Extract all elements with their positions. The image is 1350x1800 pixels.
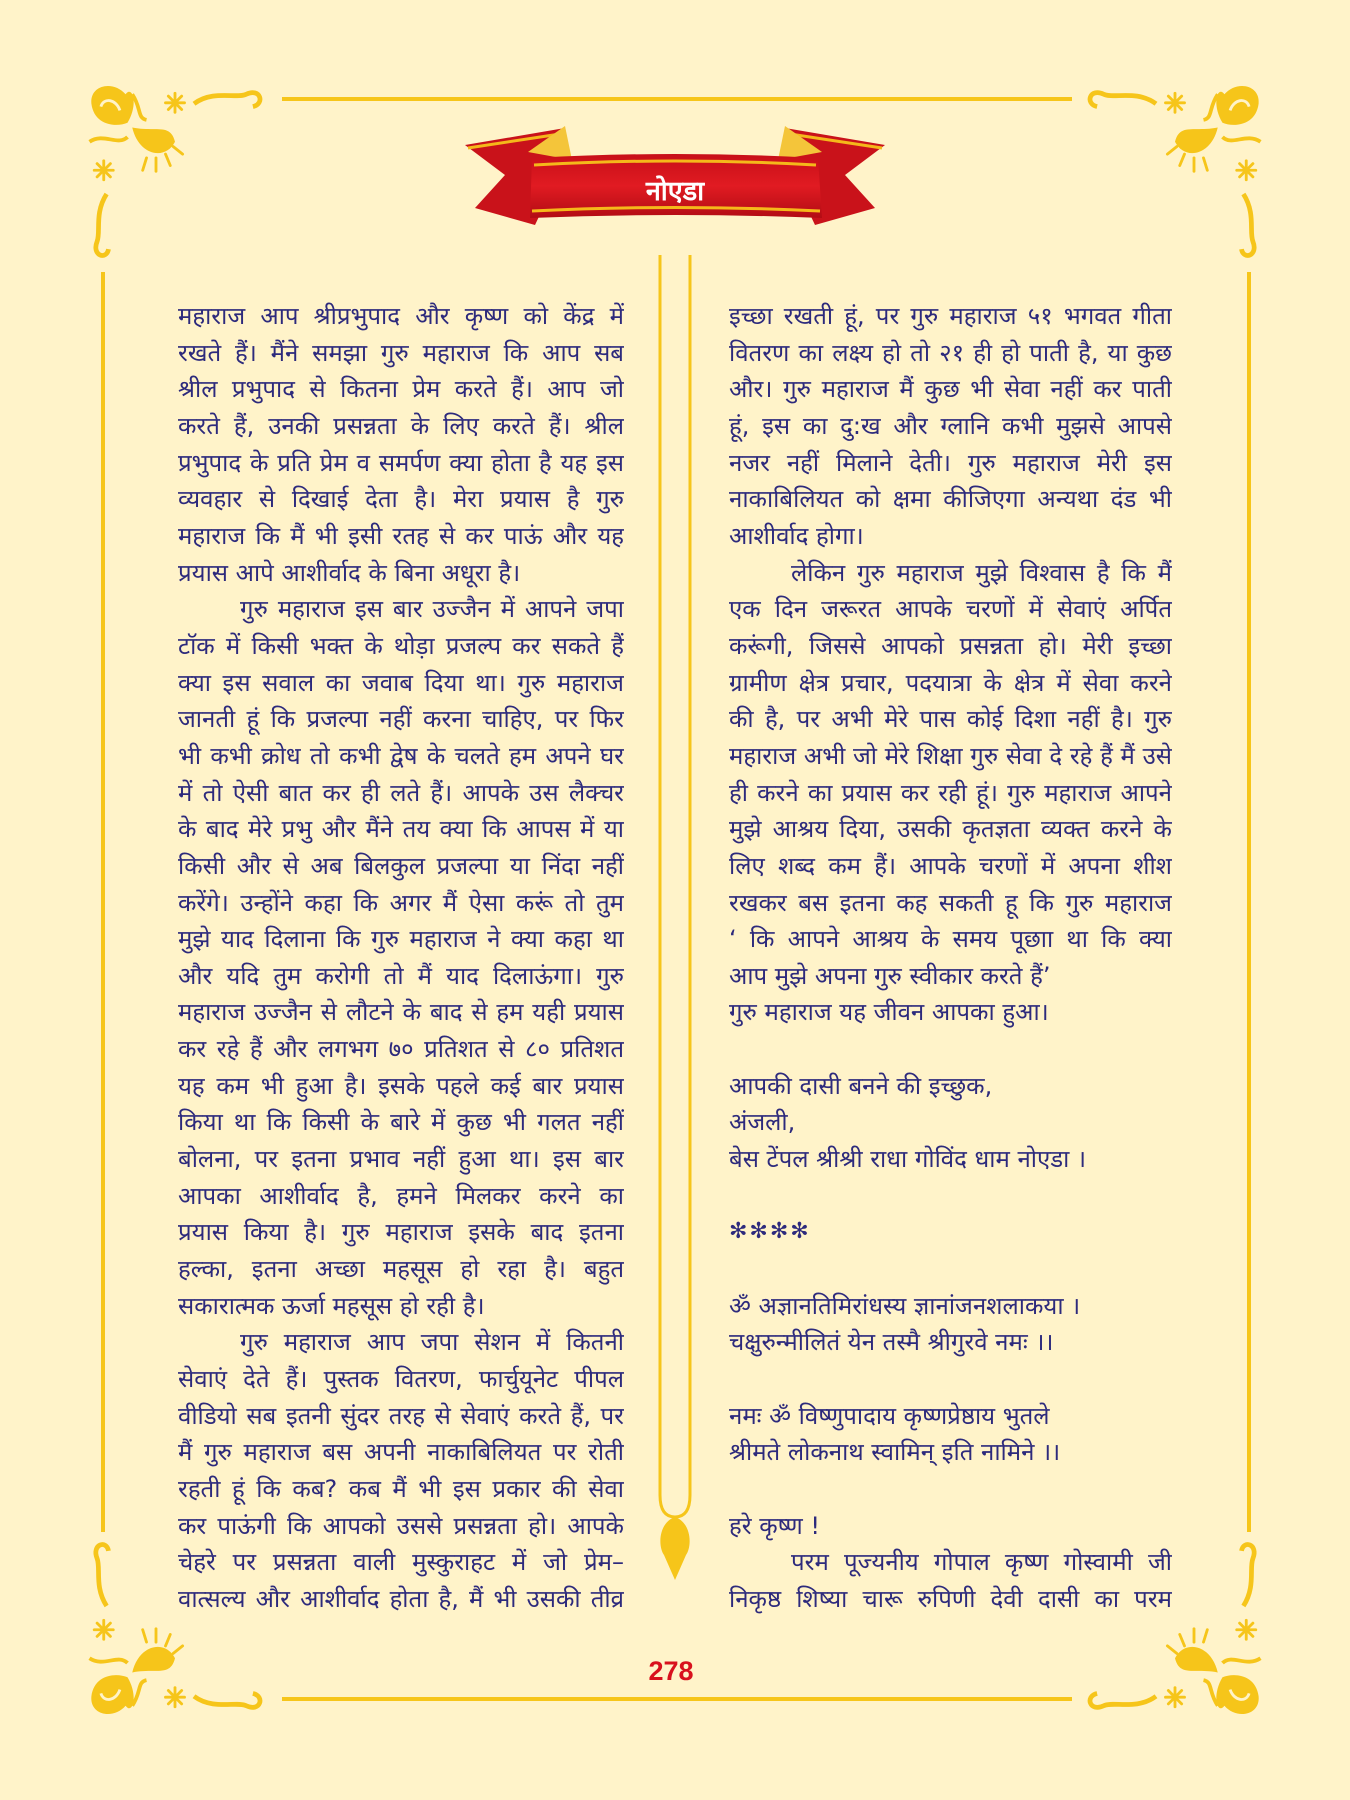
text-line: लेकिन गुरु महाराज मुझे विश्वास है कि मैं xyxy=(791,558,1172,587)
text-line: सेवाएं देते हैं। पुस्तक वितरण, फार्चुयूनेट पीपल xyxy=(178,1365,624,1394)
text-line: महाराज अभी जो मेरे शिक्षा गुरु सेवा दे रहे हैं मैं उसे xyxy=(729,741,1172,770)
text-line: करेंगे। उन्होंने कहा कि अगर मैं ऐसा करूं तो तुम xyxy=(178,888,624,917)
text-line: महाराज कि मैं भी इसी रतह से कर पाऊं और यह xyxy=(178,521,624,550)
text-line: चक्षुरुन्मीलितं येन तस्मै श्रीगुरवे नमः ।। xyxy=(729,1328,1054,1357)
text-line: रखकर बस इतना कह सकती हू कि गुरु महाराज xyxy=(729,888,1172,917)
text-line: रहती हूं कि कब? कब मैं भी इस प्रकार की सेवा xyxy=(178,1475,624,1503)
text-line: श्रीमते लोकनाथ स्वामिन् इति नामिने ।। xyxy=(729,1438,1061,1467)
blank-line xyxy=(729,1031,1172,1068)
text-line: अंजली, xyxy=(729,1108,796,1137)
blank-line xyxy=(729,1251,1172,1288)
text-line: मुझे आश्रय दिया, उसकी कृतज्ञता व्यक्त करने के xyxy=(729,815,1172,844)
blank-line xyxy=(729,1471,1172,1508)
text-line: मुझे याद दिलाना कि गुरु महाराज ने क्या कहा था xyxy=(178,925,624,954)
text-line: हल्का, इतना अच्छा महसूस हो रहा है। बहुत xyxy=(178,1255,624,1284)
text-line: आशीर्वाद होगा। xyxy=(729,521,864,550)
text-line: नाकाबिलियत को क्षमा कीजिएगा अन्यथा दंड भी xyxy=(729,485,1172,514)
text-line: परम पूज्यनीय गोपाल कृष्ण गोस्वामी जी xyxy=(791,1548,1172,1577)
border-right xyxy=(1247,272,1251,1532)
text-line: चेहरे पर प्रसन्नता वाली मुस्कुराहट में जो प्रेम– xyxy=(178,1548,624,1577)
text-line: प्रभुपाद के प्रति प्रेम व समर्पण क्या होता है यह इस xyxy=(178,448,624,477)
corner-ornament-top-left xyxy=(80,80,270,270)
text-line: प्रयास आपे आशीर्वाद के बिना अधूरा है। xyxy=(178,558,521,587)
text-line: बोलना, पर इतना प्रभाव नहीं हुआ था। इस बार xyxy=(178,1145,624,1174)
text-line: यह कम भी हुआ है। इसके पहले कई बार प्रयास xyxy=(178,1071,624,1100)
text-line: आपका आशीर्वाद है, हमने मिलकर करने का xyxy=(178,1181,624,1210)
text-line: किसी और से अब बिलकुल प्रजल्पा या निंदा नहीं xyxy=(178,851,624,880)
text-line: वात्सल्य और आशीर्वाद होता है, मैं भी उसकी तीव्र xyxy=(178,1584,624,1613)
text-line: वितरण का लक्ष्य हो तो २१ ही हो पाती है, या कुछ xyxy=(729,338,1172,367)
text-line: निकृष्ठ शिष्या चारू रुपिणी देवी दासी का परम xyxy=(729,1584,1172,1613)
border-bottom xyxy=(282,1697,1072,1701)
text-line: एक दिन जरूरत आपके चरणों में सेवाएं अर्पित xyxy=(729,595,1172,624)
text-column-left xyxy=(178,298,624,1618)
text-line: किया था कि किसी के बारे में कुछ भी गलत नहीं xyxy=(178,1108,624,1137)
page-title: नोएडा xyxy=(645,176,705,207)
text-line: गुरु महाराज आप जपा सेशन में कितनी xyxy=(240,1328,624,1357)
text-line: नजर नहीं मिलाने देती। गुरु महाराज मेरी इस xyxy=(729,448,1172,477)
text-line: कर रहे हैं और लगभग ७० प्रतिशत से ८० प्रतिशत xyxy=(178,1035,624,1064)
border-left xyxy=(101,272,105,1532)
text-line: की है, पर अभी मेरे पास कोई दिशा नहीं है। गुरु xyxy=(729,705,1172,734)
text-line: हूं, इस का दु:ख और ग्लानि कभी मुझसे आपसे xyxy=(729,411,1172,440)
text-line: टॉक में किसी भक्त के थोड़ा प्रजल्प कर सकते हैं xyxy=(178,631,624,660)
text-line: वीडियो सब इतनी सुंदर तरह से सेवाएं करते हैं, पर xyxy=(178,1401,624,1430)
text-line: सकारात्मक ऊर्जा महसूस हो रही है। xyxy=(178,1291,485,1320)
text-line: इच्छा रखती हूं, पर गुरु महाराज ५१ भगवत गीता xyxy=(729,302,1172,330)
text-line: गुरु महाराज इस बार उज्जैन में आपने जपा xyxy=(240,595,624,624)
text-line: करते हैं, उनकी प्रसन्नता के लिए करते हैं। श्रील xyxy=(178,411,624,440)
text-line: आप मुझे अपना गुरु स्वीकार करते हैं’ xyxy=(729,961,1051,990)
text-line: और यदि तुम करोगी तो मैं याद दिलाऊंगा। गुरु xyxy=(178,961,624,990)
blank-line xyxy=(729,1361,1172,1398)
text-line: व्यवहार से दिखाई देता है। मेरा प्रयास है गुरु xyxy=(178,485,624,514)
text-line: हरे कृष्ण ! xyxy=(729,1511,820,1540)
text-line: मैं गुरु महाराज बस अपनी नाकाबिलियत पर रोती xyxy=(178,1438,624,1467)
page-number: 278 xyxy=(648,1656,694,1686)
text-line: कर पाऊंगी कि आपको उससे प्रसन्नता हो। आपके xyxy=(178,1511,624,1540)
text-line: गुरु महाराज यह जीवन आपका हुआ। xyxy=(729,998,1049,1027)
text-line: महाराज उज्जैन से लौटने के बाद से हम यही प्रयास xyxy=(178,998,624,1027)
text-line: रखते हैं। मैंने समझा गुरु महाराज कि आप सब xyxy=(178,338,624,367)
text-line: में तो ऐसी बात कर ही लते हैं। आपके उस लैक्चर xyxy=(178,778,624,807)
text-line: ही करने का प्रयास कर रही हूं। गुरु महाराज आपने xyxy=(729,778,1172,807)
border-top xyxy=(282,97,1072,101)
text-line: प्रयास किया है। गुरु महाराज इसके बाद इतना xyxy=(178,1218,624,1247)
text-line: करूंगी, जिससे आपको प्रसन्नता हो। मेरी इच्छा xyxy=(729,631,1172,660)
text-line: के बाद मेरे प्रभु और मैंने तय क्या कि आपस में या xyxy=(178,815,624,844)
text-line: जानती हूं कि प्रजल्पा नहीं करना चाहिए, पर फिर xyxy=(178,705,624,734)
text-line: भी कभी क्रोध तो कभी द्वेष के चलते हम अपने घर xyxy=(178,741,624,770)
text-line: बेस टेंपल श्रीश्री राधा गोविंद धाम नोएडा । xyxy=(729,1145,1087,1174)
text-line: नमः ॐ विष्णुपादाय कृष्णप्रेष्ठाय भुतले xyxy=(729,1401,1050,1430)
text-line: महाराज आप श्रीप्रभुपाद और कृष्ण को केंद्र में xyxy=(178,302,624,330)
section-separator: ✻✻✻✻ xyxy=(729,1219,811,1245)
text-line: क्या इस सवाल का जवाब दिया था। गुरु महाराज xyxy=(178,668,624,697)
text-line: लिए शब्द कम हैं। आपके चरणों में अपना शीश xyxy=(729,851,1172,880)
text-line: और। गुरु महाराज मैं कुछ भी सेवा नहीं कर पाती xyxy=(729,375,1172,404)
text-line: ॐ अज्ञानतिमिरांधस्य ज्ञानांजनशलाकया । xyxy=(729,1291,1081,1320)
text-line: श्रील प्रभुपाद से कितना प्रेम करते हैं। आप जो xyxy=(178,375,624,404)
text-line: ग्रामीण क्षेत्र प्रचार, पदयात्रा के क्षेत्र में सेवा करने xyxy=(729,668,1172,697)
text-line: आपकी दासी बनने की इच्छुक, xyxy=(729,1071,993,1100)
text-line: ‘ कि आपने आश्रय के समय पूछाा था कि क्या xyxy=(729,925,1172,954)
text-column-right xyxy=(729,298,1172,1618)
column-divider-ornament xyxy=(650,255,700,1595)
corner-ornament-top-right xyxy=(1080,80,1270,270)
blank-line xyxy=(729,1178,1172,1215)
